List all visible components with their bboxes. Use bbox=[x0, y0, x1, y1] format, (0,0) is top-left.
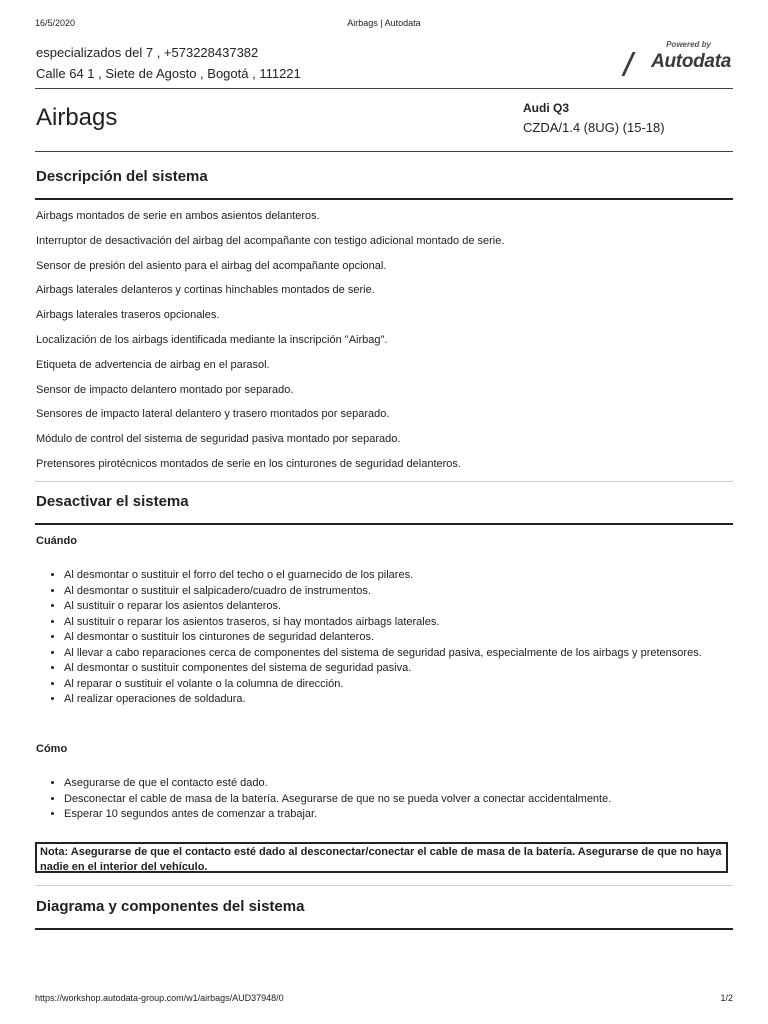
page-title: Airbags bbox=[36, 104, 118, 131]
section-title-diagram: Diagrama y componentes del sistema bbox=[36, 898, 305, 915]
list-item: • Asegurarse de que el contacto esté dado. bbox=[64, 776, 704, 792]
warning-note: Nota: Asegurarse de que el contacto esté dado al desconectar/conectar el cable de masa de la batería. Asegurarse de que no haya nadie en el interior del vehículo. bbox=[35, 842, 728, 873]
business-info bbox=[36, 42, 301, 84]
list-item: • Esperar 10 segundos antes de comenzar a trabajar. bbox=[64, 807, 704, 823]
section-underline bbox=[35, 523, 733, 525]
divider bbox=[35, 885, 733, 886]
footer-url: https://workshop.autodata-group.com/w1/airbags/AUD37948/0 bbox=[35, 993, 284, 1003]
list-item: Interruptor de desactivación del airbag del acompañante con testigo adicional montado de serie. bbox=[36, 234, 505, 247]
list-item: • Al realizar operaciones de soldadura. bbox=[64, 692, 704, 708]
divider bbox=[35, 481, 733, 482]
vehicle-model: Audi Q3 bbox=[523, 101, 570, 115]
logo-slash-icon bbox=[621, 52, 635, 76]
list-item: Sensor de presión del asiento para el airbag del acompañante opcional. bbox=[36, 259, 387, 272]
list-item: • Al reparar o sustituir el volante o la columna de dirección. bbox=[64, 677, 704, 693]
vehicle-info bbox=[523, 100, 665, 140]
when-list bbox=[48, 568, 704, 708]
page-number: 1/2 bbox=[720, 993, 733, 1003]
print-date: 16/5/2020 bbox=[35, 18, 76, 28]
list-item: Sensores de impacto lateral delantero y trasero montados por separado. bbox=[36, 408, 390, 421]
list-item: • Desconectar el cable de masa de la batería. Asegurarse de que no se pueda volver a conectar accidentalmente. bbox=[64, 792, 704, 808]
business-line-2: Calle 64 1 , Siete de Agosto , Bogotá , 111221 bbox=[36, 66, 301, 81]
powered-by-label: Powered by bbox=[666, 40, 711, 49]
business-line-1: especializados del 7 , +573228437382 bbox=[36, 45, 259, 60]
list-item: • Al sustituir o reparar los asientos delanteros. bbox=[64, 599, 704, 615]
description-list bbox=[36, 204, 504, 477]
logo-brand: Autodata bbox=[651, 51, 731, 72]
when-label: Cuándo bbox=[36, 535, 77, 547]
list-item: Airbags montados de serie en ambos asientos delanteros. bbox=[36, 210, 320, 222]
list-item: • Al desmontar o sustituir el forro del techo o el guarnecido de los pilares. bbox=[64, 568, 704, 584]
section-underline bbox=[35, 928, 733, 930]
print-title: Airbags | Autodata bbox=[347, 18, 421, 28]
vehicle-engine: CZDA/1.4 (8UG) (15-18) bbox=[523, 120, 665, 135]
list-item: Airbags laterales traseros opcionales. bbox=[36, 309, 220, 322]
list-item: • Al desmontar o sustituir componentes del sistema de seguridad pasiva. bbox=[64, 661, 704, 677]
list-item: Pretensores pirotécnicos montados de serie en los cinturones de seguridad delanteros. bbox=[36, 457, 461, 470]
list-item: Sensor de impacto delantero montado por separado. bbox=[36, 383, 294, 396]
list-item: Airbags laterales delanteros y cortinas hinchables montados de serie. bbox=[36, 284, 375, 297]
list-item: • Al sustituir o reparar los asientos traseros, si hay montados airbags laterales. bbox=[64, 615, 704, 631]
how-list bbox=[48, 776, 704, 823]
section-title-description: Descripción del sistema bbox=[36, 168, 208, 185]
how-label: Cómo bbox=[36, 743, 68, 755]
divider bbox=[35, 88, 733, 89]
section-underline bbox=[35, 198, 733, 200]
list-item: Etiqueta de advertencia de airbag en el parasol. bbox=[36, 358, 270, 371]
list-item: Módulo de control del sistema de seguridad pasiva montado por separado. bbox=[36, 433, 401, 446]
autodata-logo bbox=[625, 40, 731, 80]
section-title-deactivate: Desactivar el sistema bbox=[36, 493, 189, 510]
list-item: • Al desmontar o sustituir el salpicadero/cuadro de instrumentos. bbox=[64, 584, 704, 600]
list-item: • Al desmontar o sustituir los cinturones de seguridad delanteros. bbox=[64, 630, 704, 646]
list-item: • Al llevar a cabo reparaciones cerca de componentes del sistema de seguridad pasiva, especialmente de los airbags y pretensores. bbox=[64, 646, 704, 662]
divider bbox=[35, 151, 733, 152]
list-item: Localización de los airbags identificada mediante la inscripción "Airbag". bbox=[36, 333, 388, 346]
